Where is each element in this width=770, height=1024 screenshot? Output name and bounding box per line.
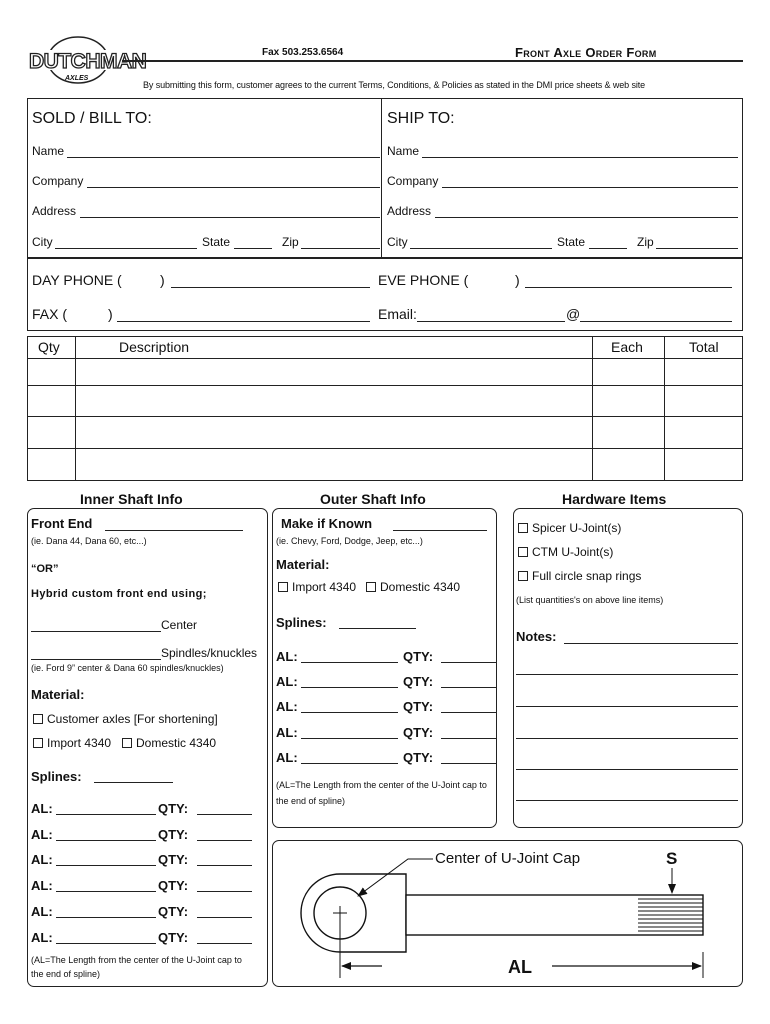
logo-subtext: AXLES <box>65 75 89 82</box>
email-domain-field[interactable] <box>580 321 732 322</box>
notes-line[interactable] <box>516 706 738 707</box>
inner-qty-field[interactable] <box>197 891 252 892</box>
inner-al-field[interactable] <box>56 840 156 841</box>
inner-al-field[interactable] <box>56 943 156 944</box>
outer-shaft-title: Outer Shaft Info <box>320 491 426 507</box>
fax-field[interactable] <box>117 321 370 322</box>
outer-qty-label: QTY: <box>403 750 434 765</box>
outer-al-field[interactable] <box>301 738 398 739</box>
email-label: Email: <box>378 306 417 322</box>
front-end-label: Front End <box>31 516 93 531</box>
notes-field[interactable] <box>564 643 738 644</box>
ship-company-field[interactable] <box>442 187 738 188</box>
sold-city-field[interactable] <box>55 248 197 249</box>
hardware-title: Hardware Items <box>562 491 667 507</box>
eve-phone-field[interactable] <box>525 287 732 288</box>
inner-qty-label: QTY: <box>158 801 189 816</box>
ship-zip-label: Zip <box>637 235 654 249</box>
ship-address-field[interactable] <box>435 217 738 218</box>
outer-qty-label: QTY: <box>403 699 434 714</box>
ship-heading: SHIP TO: <box>387 110 455 127</box>
outer-qty-field[interactable] <box>441 687 496 688</box>
address-divider <box>381 98 382 258</box>
ship-city-label: City <box>387 235 408 249</box>
outer-al-field[interactable] <box>301 763 398 764</box>
day-phone-close: ) <box>160 272 165 288</box>
checkbox-icon <box>366 582 376 592</box>
table-row[interactable] <box>27 416 743 448</box>
sold-address-field[interactable] <box>80 217 380 218</box>
notes-line[interactable] <box>516 800 738 801</box>
outer-al-field[interactable] <box>301 662 398 663</box>
inner-material-label: Material: <box>31 687 85 702</box>
inner-qty-field[interactable] <box>197 917 252 918</box>
outer-qty-field[interactable] <box>441 738 496 739</box>
inner-qty-field[interactable] <box>197 840 252 841</box>
ship-zip-field[interactable] <box>656 248 738 249</box>
sold-address-label: Address <box>32 204 77 218</box>
header-rule <box>122 60 743 62</box>
make-hint: (ie. Chevy, Ford, Dodge, Jeep, etc...) <box>276 536 423 546</box>
front-end-field[interactable] <box>105 530 243 531</box>
table-row[interactable] <box>27 448 743 481</box>
fax-number: Fax 503.253.6564 <box>262 47 344 58</box>
notes-line[interactable] <box>516 769 738 770</box>
qty-header: Qty <box>38 339 60 355</box>
outer-al-label: AL: <box>276 725 298 740</box>
inner-al-label: AL: <box>31 878 53 893</box>
customer-axles-checkbox[interactable]: Customer axles [For shortening] <box>33 713 218 725</box>
checkbox-icon <box>278 582 288 592</box>
fax-label: FAX ( <box>32 306 68 322</box>
outer-qty-field[interactable] <box>441 662 496 663</box>
inner-splines-label: Splines: <box>31 769 82 784</box>
front-end-hint: (ie. Dana 44, Dana 60, etc...) <box>31 536 147 546</box>
sold-city-label: City <box>32 235 53 249</box>
sold-heading: SOLD / BILL TO: <box>32 110 152 127</box>
inner-al-field[interactable] <box>56 917 156 918</box>
outer-al-note: (AL=The Length from the center of the U-Joint cap to the end of spline) <box>276 780 487 806</box>
ship-state-field[interactable] <box>589 248 627 249</box>
inner-splines-field[interactable] <box>94 782 173 783</box>
spindles-field[interactable] <box>31 659 161 660</box>
total-header: Total <box>689 339 719 355</box>
sold-name-field[interactable] <box>67 157 380 158</box>
inner-qty-label: QTY: <box>158 852 189 867</box>
sold-zip-field[interactable] <box>301 248 380 249</box>
center-field[interactable] <box>31 631 161 632</box>
outer-qty-field[interactable] <box>441 712 496 713</box>
notes-label: Notes: <box>516 629 557 644</box>
page-title: Front Axle Order Form <box>515 45 657 60</box>
outer-splines-field[interactable] <box>339 628 416 629</box>
outer-al-label: AL: <box>276 674 298 689</box>
inner-al-label: AL: <box>31 930 53 945</box>
inner-al-field[interactable] <box>56 865 156 866</box>
sold-name-label: Name <box>32 144 65 158</box>
ship-address-label: Address <box>387 204 432 218</box>
ctm-checkbox[interactable]: CTM U-Joint(s) <box>518 546 613 558</box>
spicer-checkbox[interactable]: Spicer U-Joint(s) <box>518 522 621 534</box>
terms-notice: By submitting this form, customer agrees to the current Terms, Conditions, & Policies as stated in the DMI price sheets & web site <box>143 80 646 90</box>
outer-domestic-checkbox[interactable]: Domestic 4340 <box>366 581 460 593</box>
outer-al-field[interactable] <box>301 687 398 688</box>
description-header: Description <box>119 339 190 355</box>
outer-qty-label: QTY: <box>403 674 434 689</box>
inner-qty-label: QTY: <box>158 827 189 842</box>
spline-label: S <box>666 849 678 868</box>
checkbox-icon <box>33 738 43 748</box>
hardware-hint: (List quantities's on above line items) <box>516 595 664 605</box>
al-dimension-label: AL <box>508 957 532 977</box>
checkbox-icon <box>518 547 528 557</box>
outer-import-checkbox[interactable]: Import 4340 <box>278 581 356 593</box>
inner-al-field[interactable] <box>56 814 156 815</box>
inner-al-label: AL: <box>31 801 53 816</box>
outer-al-label: AL: <box>276 649 298 664</box>
inner-qty-label: QTY: <box>158 930 189 945</box>
checkbox-icon <box>518 571 528 581</box>
sold-state-field[interactable] <box>234 248 272 249</box>
eve-phone-label: EVE PHONE ( <box>378 272 469 288</box>
make-label: Make if Known <box>281 516 373 531</box>
ship-name-label: Name <box>387 144 420 158</box>
ship-city-field[interactable] <box>410 248 552 249</box>
make-field[interactable] <box>393 530 487 531</box>
outer-material-label: Material: <box>276 557 330 572</box>
inner-qty-field[interactable] <box>197 943 252 944</box>
notes-line[interactable] <box>516 674 738 675</box>
yoke-shape <box>301 874 406 952</box>
sold-zip-label: Zip <box>282 235 299 249</box>
inner-import-checkbox[interactable]: Import 4340 <box>33 737 111 749</box>
outer-qty-field[interactable] <box>441 763 496 764</box>
spindles-label: Spindles/knuckles <box>161 646 258 660</box>
checkbox-icon <box>122 738 132 748</box>
outer-qty-label: QTY: <box>403 649 434 664</box>
inner-qty-field[interactable] <box>197 865 252 866</box>
inner-shaft-title: Inner Shaft Info <box>80 491 183 507</box>
ship-name-field[interactable] <box>422 157 738 158</box>
sold-state-label: State <box>202 235 231 249</box>
inner-qty-label: QTY: <box>158 904 189 919</box>
table-row[interactable] <box>27 358 743 385</box>
spindles-hint: (ie. Ford 9” center & Dana 60 spindles/knuckles) <box>31 663 224 673</box>
logo <box>28 34 147 90</box>
each-header: Each <box>611 339 643 355</box>
outer-splines-label: Splines: <box>276 615 327 630</box>
snap-rings-checkbox[interactable]: Full circle snap rings <box>518 570 641 582</box>
inner-al-label: AL: <box>31 852 53 867</box>
outer-al-label: AL: <box>276 750 298 765</box>
day-phone-field[interactable] <box>171 287 370 288</box>
u-joint-callout-label: Center of U-Joint Cap <box>435 850 581 867</box>
hybrid-text: Hybrid custom front end using; <box>31 588 207 600</box>
checkbox-icon <box>518 523 528 533</box>
checkbox-icon <box>33 714 43 724</box>
email-user-field[interactable] <box>417 321 565 322</box>
table-row[interactable] <box>27 385 743 416</box>
outer-qty-label: QTY: <box>403 725 434 740</box>
inner-qty-field[interactable] <box>197 814 252 815</box>
outer-al-label: AL: <box>276 699 298 714</box>
notes-line[interactable] <box>516 738 738 739</box>
inner-qty-label: QTY: <box>158 878 189 893</box>
outer-al-field[interactable] <box>301 712 398 713</box>
fax-close: ) <box>108 306 113 322</box>
center-label: Center <box>161 618 198 632</box>
inner-al-label: AL: <box>31 904 53 919</box>
email-at: @ <box>566 306 581 322</box>
inner-al-label: AL: <box>31 827 53 842</box>
sold-company-field[interactable] <box>87 187 380 188</box>
ship-state-label: State <box>557 235 586 249</box>
sold-company-label: Company <box>32 174 84 188</box>
day-phone-label: DAY PHONE ( <box>32 272 122 288</box>
ship-company-label: Company <box>387 174 439 188</box>
logo-text: DUTCHMAN <box>29 50 147 73</box>
eve-phone-close: ) <box>515 272 520 288</box>
inner-domestic-checkbox[interactable]: Domestic 4340 <box>122 737 216 749</box>
inner-al-field[interactable] <box>56 891 156 892</box>
or-text: “OR” <box>31 563 59 575</box>
inner-al-note: (AL=The Length from the center of the U-Joint cap to the end of spline) <box>31 955 242 979</box>
